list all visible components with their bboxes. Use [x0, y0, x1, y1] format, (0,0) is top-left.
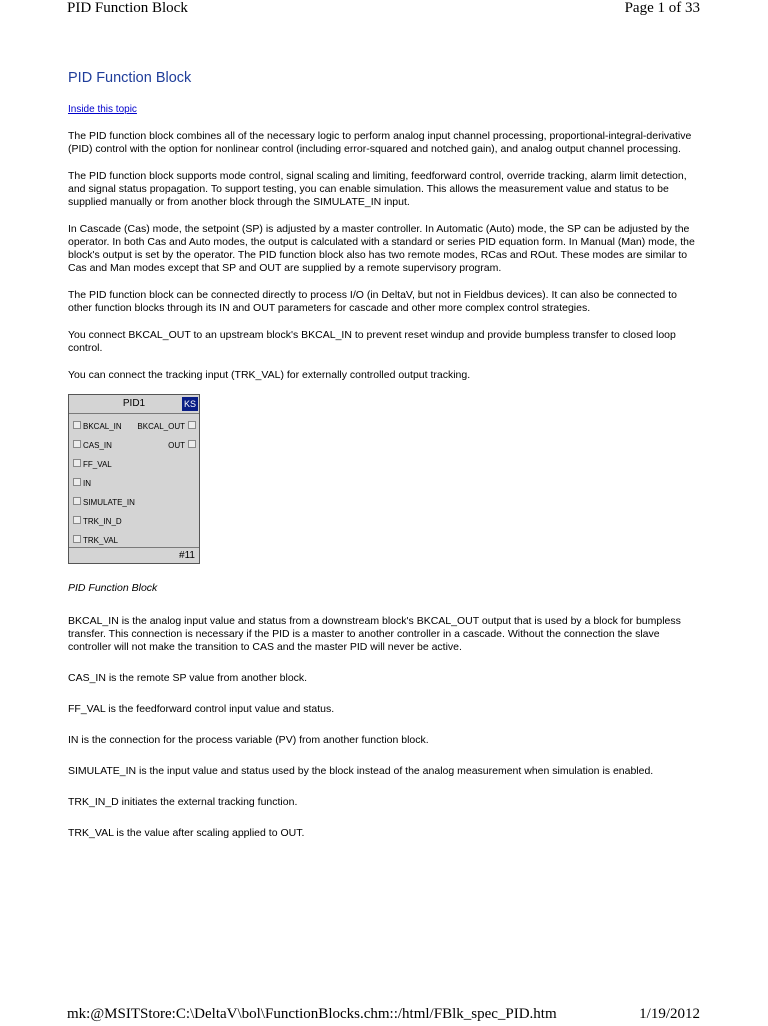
pid-function-block-diagram	[68, 394, 200, 564]
input-connector-icon	[73, 497, 81, 505]
output-label: OUT	[168, 441, 185, 450]
parameter-description: SIMULATE_IN is the input value and status used by the block instead of the analog measurement when simulation is enabled.	[68, 765, 654, 777]
parameter-description: IN is the connection for the process variable (PV) from another function block.	[68, 734, 429, 746]
parameter-description: BKCAL_IN is the analog input value and status from a downstream block's BKCAL_OUT output that is used by a block for bumpless transfer. This connection is necessary if the PID is a master to another controller in a cascade. Without the connection the slave controller will not make the transition to CAS and the master PID will never be active.	[68, 615, 681, 653]
header-title: PID Function Block	[67, 0, 188, 16]
input-label: TRK_VAL	[83, 536, 118, 545]
input-label: IN	[83, 479, 91, 488]
footer-path: mk:@MSITStore:C:\DeltaV\bol\FunctionBlocks.chm::/html/FBlk_spec_PID.htm	[67, 1006, 557, 1022]
block-input-row	[69, 457, 199, 469]
print-footer	[67, 1006, 700, 1026]
input-connector-icon	[73, 535, 81, 543]
block-name: PID1	[69, 395, 199, 414]
header-page-number: Page 1 of 33	[624, 0, 700, 16]
intro-paragraph: In Cascade (Cas) mode, the setpoint (SP) is adjusted by a master controller. In Automatic (Auto) mode, the SP can be adjusted by the operator. In both Cas and Auto modes, the output is calculated with a standard or series PID equation form. In Manual (Man) mode, the block's output is set by the operator. The PID function block also has two remote modes, RCas and ROut. These modes are similar to Cas and Man modes except that SP and OUT are supplied by a remote supervisory program.	[68, 223, 695, 274]
page-title: PID Function Block	[68, 70, 192, 86]
intro-paragraph: The PID function block combines all of the necessary logic to perform analog input channel processing, proportional-integral-derivative (PID) control with the option for nonlinear control (including error-squared and notched gain), and analog output channel processing.	[68, 130, 692, 155]
input-connector-icon	[73, 440, 81, 448]
block-input-row	[69, 438, 199, 450]
input-label: TRK_IN_D	[83, 517, 122, 526]
output-connector-icon	[188, 440, 196, 448]
block-input-row	[69, 419, 199, 431]
inside-this-topic-link[interactable]: Inside this topic	[68, 104, 137, 115]
input-connector-icon	[73, 516, 81, 524]
block-input-row	[69, 476, 199, 488]
intro-paragraph: You connect BKCAL_OUT to an upstream block's BKCAL_IN to prevent reset windup and provide bumpless transfer to closed loop control.	[68, 329, 676, 354]
print-header	[67, 0, 700, 20]
intro-paragraph: The PID function block supports mode control, signal scaling and limiting, feedforward control, override tracking, alarm limit detection, and signal status propagation. To support testing, you can enable simulation. This allows the measurement value and status to be supplied manually or from another block through the SIMULATE_IN input.	[68, 170, 687, 208]
input-label: SIMULATE_IN	[83, 498, 135, 507]
output-label: BKCAL_OUT	[137, 422, 185, 431]
block-number: #11	[69, 547, 199, 563]
figure-caption: PID Function Block	[68, 582, 158, 594]
footer-date: 1/19/2012	[639, 1006, 700, 1022]
intro-paragraph: The PID function block can be connected directly to process I/O (in DeltaV, but not in Fieldbus devices). It can also be connected to other function blocks through its IN and OUT parameters for cascade and other more complex control strategies.	[68, 289, 677, 314]
ks-badge: KS	[183, 399, 196, 409]
block-input-row	[69, 514, 199, 526]
document-content	[68, 69, 698, 854]
input-label: BKCAL_IN	[83, 422, 122, 431]
intro-paragraph: You can connect the tracking input (TRK_VAL) for externally controlled output tracking.	[68, 369, 471, 381]
input-connector-icon	[73, 421, 81, 429]
parameter-description: CAS_IN is the remote SP value from another block.	[68, 672, 308, 684]
input-label: FF_VAL	[83, 460, 112, 469]
block-input-row	[69, 495, 199, 507]
input-label: CAS_IN	[83, 441, 112, 450]
output-connector-icon	[188, 421, 196, 429]
input-connector-icon	[73, 478, 81, 486]
block-input-row	[69, 533, 199, 545]
input-connector-icon	[73, 459, 81, 467]
parameter-description: TRK_IN_D initiates the external tracking function.	[68, 796, 298, 808]
parameter-description: TRK_VAL is the value after scaling applied to OUT.	[68, 827, 305, 839]
parameter-description: FF_VAL is the feedforward control input value and status.	[68, 703, 335, 715]
